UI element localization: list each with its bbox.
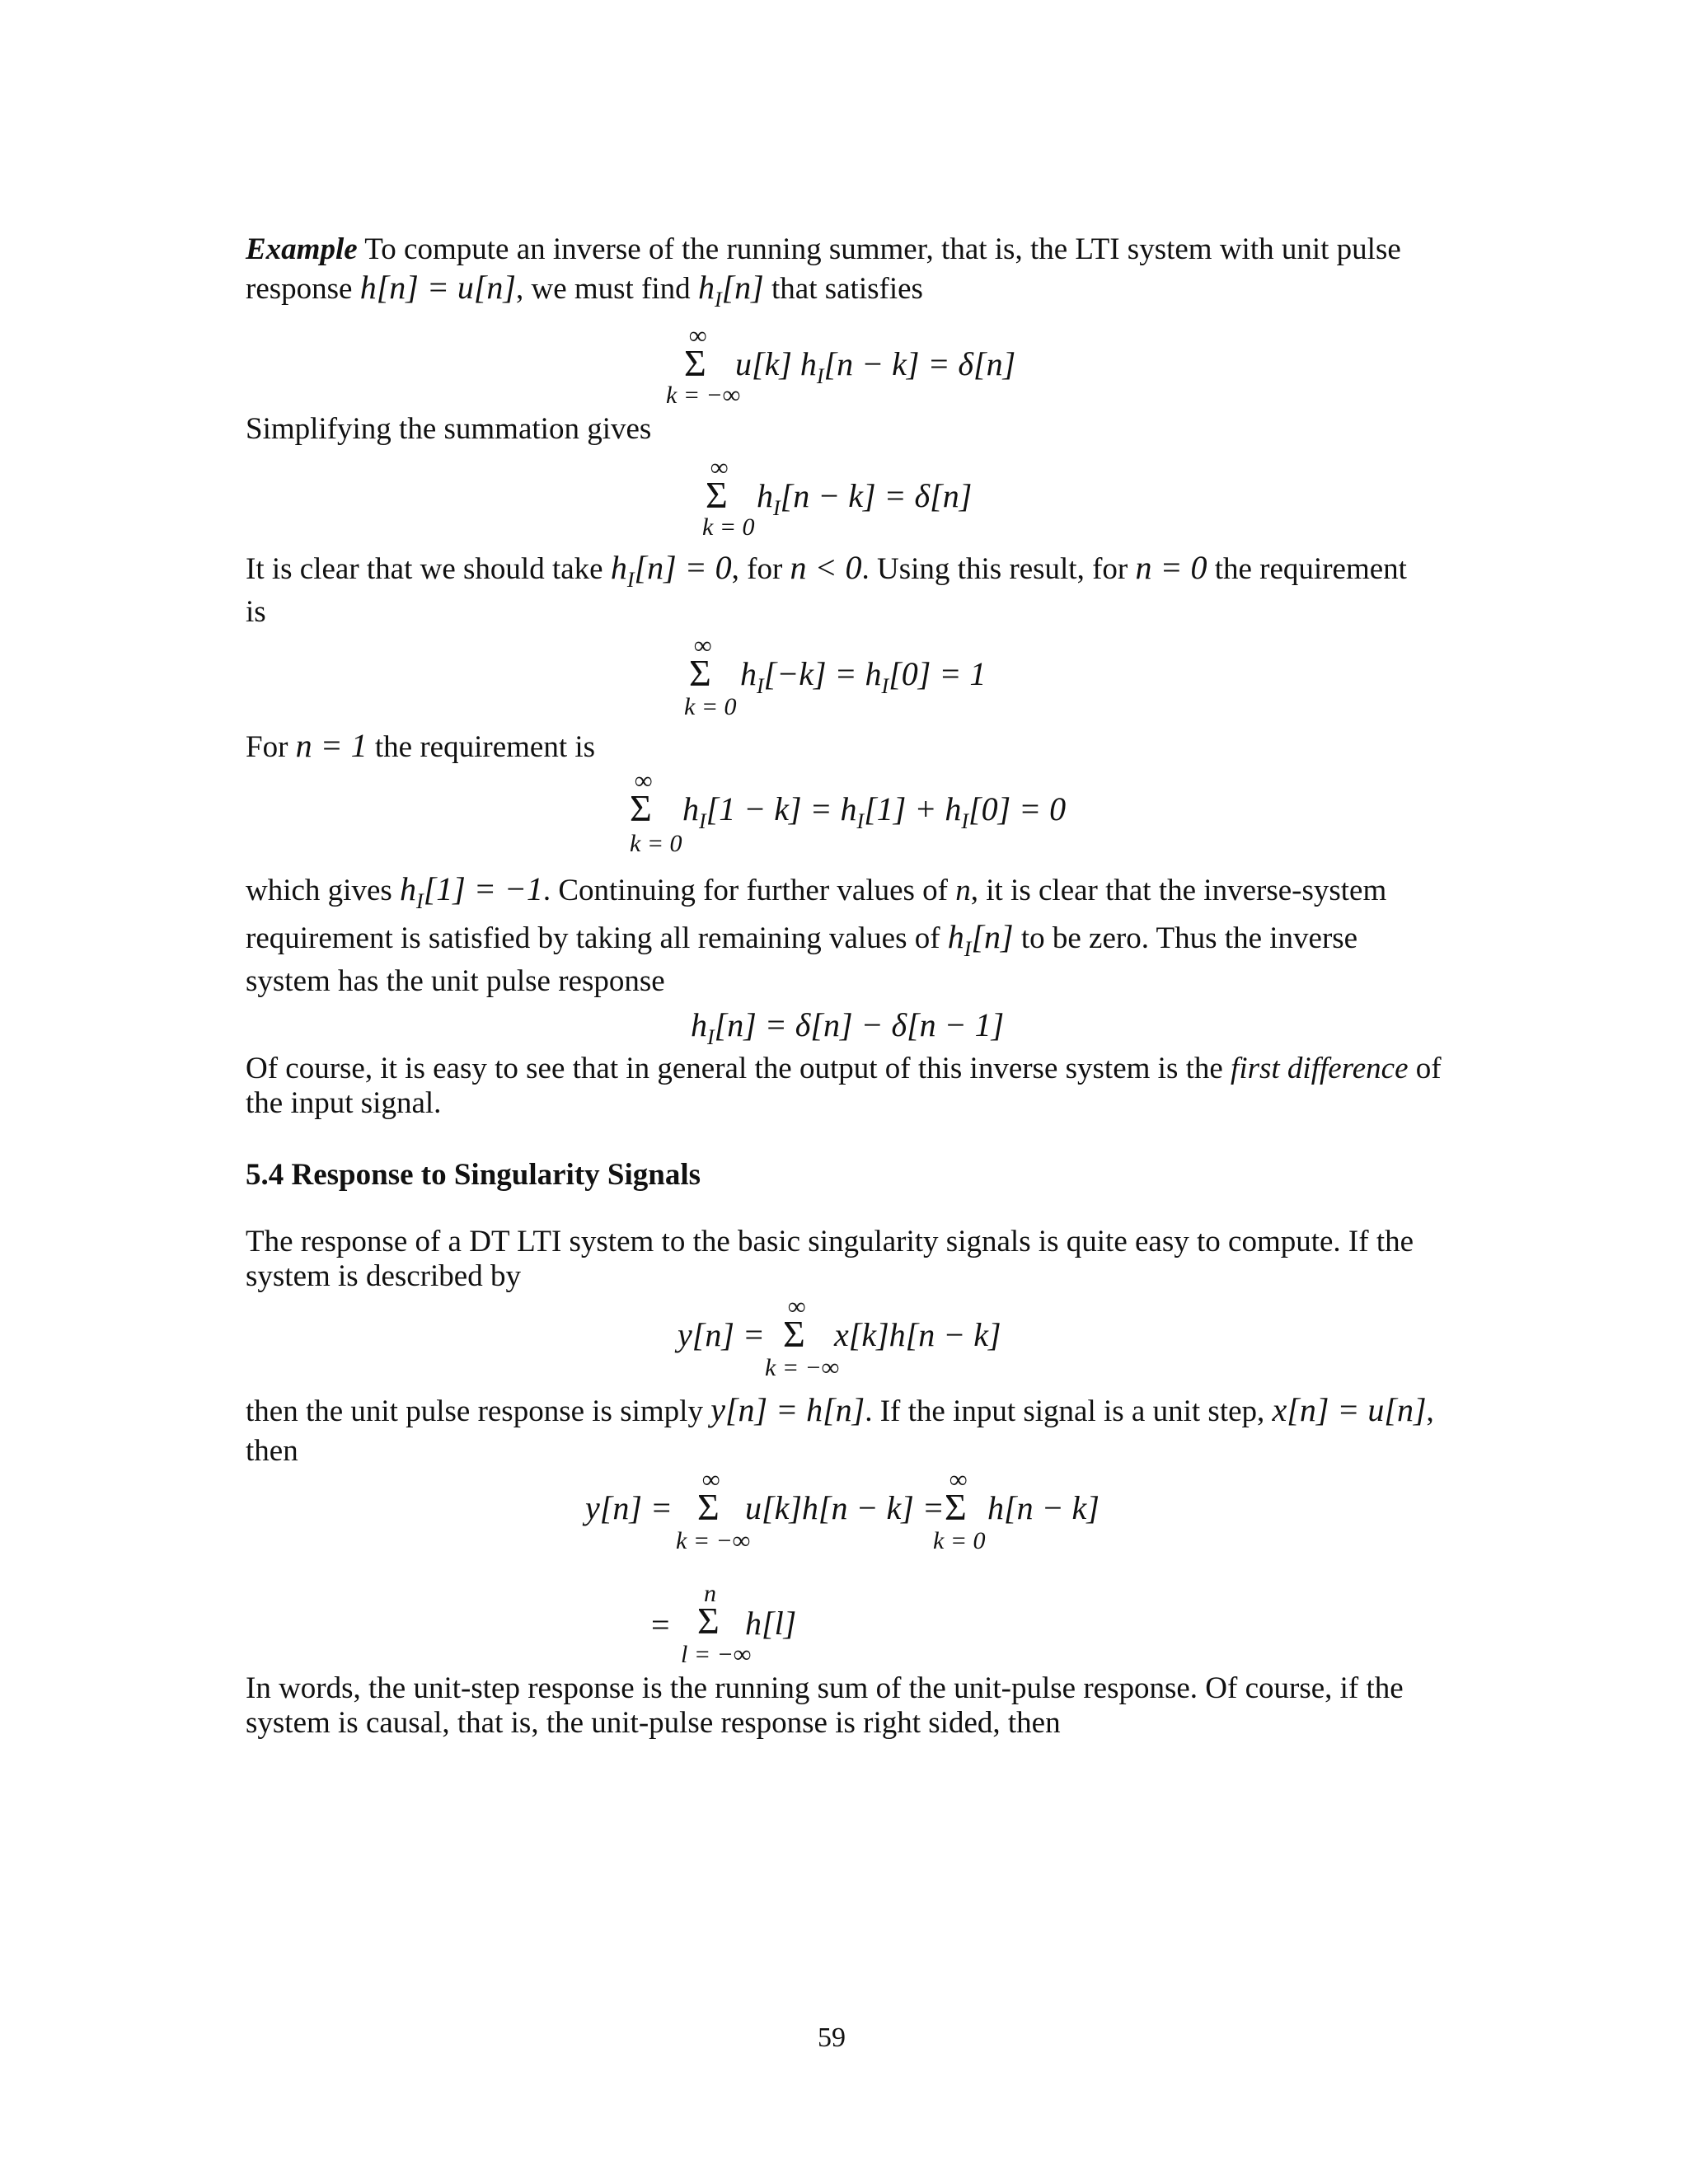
text-fragment: that satisfies (771, 272, 923, 306)
in-words-line-2: system is causal, that is, the unit-pulse response is right sided, then (246, 1706, 1061, 1740)
clear-take-line-2: is (246, 595, 266, 629)
requirement-line: requirement is satisfied by taking all remaining values of $h_I[n]$ to be zero. Thus the inverse (246, 918, 1358, 961)
response-line-2: system is described by (246, 1259, 521, 1293)
eq7-lower-limit-1: k = −∞ (676, 1527, 751, 1554)
text-fragment: response (246, 272, 353, 306)
eq6-lower-limit: k = −∞ (765, 1354, 840, 1381)
simplify-text: Simplifying the summation gives (246, 412, 652, 446)
eq7-body-2: h[n − k] (987, 1489, 1100, 1526)
example-label: Example (246, 232, 358, 266)
eq3-lower-limit: k = 0 (684, 693, 737, 720)
for-n1-line: For n = 1 the requirement is (246, 727, 596, 764)
clear-take-line: It is clear that we should take $h_I[n] = 0$, for n < 0. Using this result, for n = 0 the requirement (246, 549, 1407, 592)
eq1-lower-limit: k = −∞ (666, 382, 741, 409)
example-line-1 (246, 232, 1401, 267)
eq7-sigma-1: Σ (697, 1486, 720, 1528)
eq7-body-1: u[k]h[n − k] = (745, 1489, 945, 1526)
eq3-body: $h_I[-k] = h_I[0] = 1$ (740, 655, 987, 698)
eq7-lhs: y[n] = (585, 1489, 673, 1526)
response-line-1: The response of a DT LTI system to the basic singularity signals is quite easy to compute. If the (246, 1225, 1414, 1258)
eq7-upper-limit-3: n (704, 1580, 716, 1607)
eq6-lhs: y[n] = (678, 1316, 765, 1353)
section-heading: 5.4 Response to Singularity Signals (246, 1158, 701, 1192)
eq4-sigma: Σ (630, 787, 652, 829)
eq7-lower-limit-2: k = 0 (933, 1527, 986, 1554)
page-number: 59 (818, 2022, 846, 2053)
unit-pulse-line: then the unit pulse response is simply y[n] = h[n]. If the input signal is a unit step, x[n] = u[n], (246, 1391, 1434, 1428)
eq2-lower-limit: k = 0 (702, 513, 755, 541)
math-h-equals-u: h[n] = u[n] (359, 269, 516, 306)
eq7-upper-limit-2: ∞ (950, 1466, 968, 1493)
eq6-body: x[k]h[n − k] (834, 1316, 1001, 1353)
eq3-sigma: Σ (689, 652, 711, 694)
unit-pulse-line-2: then (246, 1434, 298, 1468)
eq7-upper-limit-1: ∞ (702, 1466, 720, 1493)
system-has-line: system has the unit pulse response (246, 964, 665, 998)
math-hI: $h_I[n]$ (697, 269, 764, 312)
eq7-lower-limit-3: l = −∞ (681, 1641, 752, 1668)
eq7-equals: = (651, 1606, 670, 1643)
eq4-body: $h_I[1 - k] = h_I[1] + h_I[0] = 0$ (682, 790, 1067, 833)
eq2-sigma: Σ (706, 474, 728, 516)
which-gives-line: which gives $h_I[1] = -1$. Continuing for further values of n, it is clear that the inverse-system (246, 870, 1387, 913)
eq3-upper-limit: ∞ (694, 632, 712, 659)
eq7-sigma-2: Σ (945, 1486, 967, 1528)
of-course-line-2: the input signal. (246, 1086, 442, 1120)
eq7-body-3: h[l] (745, 1605, 797, 1642)
eq1-sigma: Σ (684, 342, 706, 384)
eq1-upper-limit: ∞ (689, 322, 707, 349)
in-words-line-1: In words, the unit-step response is the running sum of the unit-pulse response. Of course, if the (246, 1671, 1404, 1705)
text-fragment: , we must find (515, 272, 691, 306)
eq4-upper-limit: ∞ (635, 767, 653, 794)
eq7-sigma-3: Σ (697, 1600, 720, 1642)
eq2-body: $h_I[n - k] = \delta[n]$ (757, 477, 973, 520)
example-line-2 (246, 269, 923, 312)
eq6-upper-limit: ∞ (788, 1293, 806, 1320)
eq6-sigma: Σ (783, 1313, 805, 1355)
of-course-line: Of course, it is easy to see that in general the output of this inverse system is the first difference of (246, 1052, 1442, 1085)
eq4-lower-limit: k = 0 (630, 830, 682, 857)
eq5-body: $h_I[n] = \delta[n] - \delta[n - 1]$ (691, 1006, 1005, 1049)
eq1-body: u[k] $h_I[n - k] = \delta[n]$ (735, 345, 1016, 388)
example-text: To compute an inverse of the running summer, that is, the LTI system with unit pulse (364, 232, 1401, 266)
eq2-upper-limit: ∞ (710, 454, 729, 481)
